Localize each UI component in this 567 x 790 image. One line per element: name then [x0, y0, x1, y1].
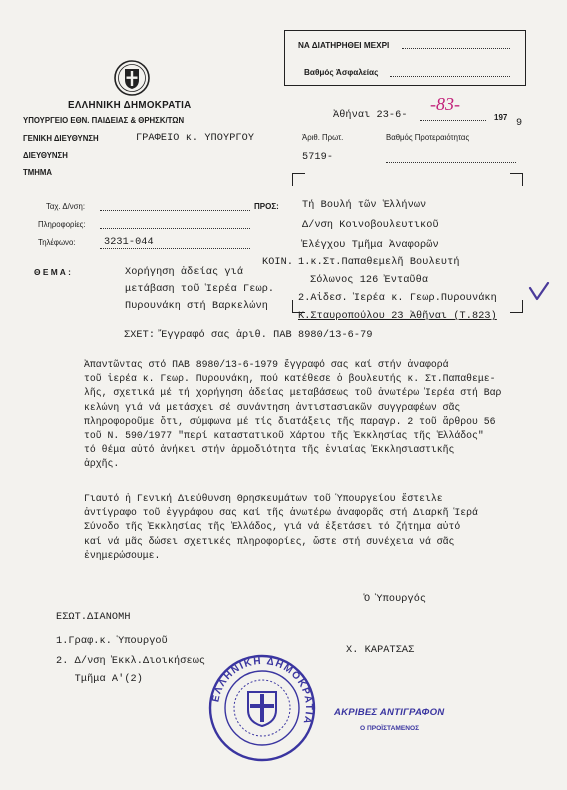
subject-label: Θ Ε Μ Α :	[34, 267, 71, 277]
body-line: κελώνη γιά νά μετάσχει σέ συνάντηση ἀντιστασιακῶν συγγραφέων σᾶς	[84, 401, 461, 413]
security-label: Βαθμός Ἀσφαλείας	[304, 68, 379, 77]
protocol-number: 5719-	[302, 152, 334, 163]
classification-box	[284, 30, 526, 86]
distribution-label: ΕΣΩΤ.ΔΙΑΝΟΜΗ	[56, 612, 131, 623]
subject-line-3: Πυρουνάκη στή Βαρκελώνη	[125, 301, 268, 312]
body-line: τοῦ ἱερέα κ. Γεωρ. Πυρουνάκη, πού κατέθεσε ὁ βουλευτής κ. Στ.Παπαθεμε-	[84, 373, 496, 385]
recipient-line-2: Δ/νση Κοινοβουλευτικοῦ	[302, 220, 439, 231]
ministry-title: ΥΠΟΥΡΓΕΙΟ ΕΘΝ. ΠΑΙΔΕΙΑΣ & ΘΡΗΣΚ/ΤΩΝ	[23, 116, 185, 125]
body-line: πληροφοροῦμε ὅτι, σύμφωνα μέ τίς διατάξεις τῆς παραγρ. 2 τοῦ ἄρθρου 56	[84, 415, 496, 427]
body-line: τοῦ Ν. 590/1977 "περί καταστατικοῦ Χάρτου τῆς Ἐκκλησίας τῆς Ἑλλάδος"	[84, 430, 484, 442]
info-label: Πληροφορίες:	[38, 220, 86, 229]
year-digit: 9	[516, 118, 523, 129]
seal-ring-text: ΕΛΛΗΝΙΚΗ ΔΗΜΟΚΡΑΤΙΑ	[210, 655, 315, 727]
to-label: ΠΡΟΣ:	[254, 202, 279, 211]
signature-name: Χ. ΚΑΡΑΤΣΑΣ	[346, 645, 415, 656]
cc-line-3: 2.Αἰδεσ. Ἱερέα κ. Γεωρ.Πυρουνάκη	[298, 293, 497, 304]
body-line: ἀρχῆς.	[84, 458, 120, 470]
reference-line: ΣΧΕΤ: Ἔγγραφό σας ἀριθ. ΠΑΒ 8980/13-6-79	[124, 330, 373, 341]
cc-label: ΚΟΙΝ.	[262, 257, 294, 268]
closing-minister: Ὁ Ὑπουργός	[364, 594, 427, 605]
official-seal-icon	[206, 652, 318, 764]
certified-copy-stamp: ΑΚΡΙΒΕΣ ΑΝΤΙΓΡΑΦΟΝ	[334, 707, 445, 718]
distribution-line-2: 2. Δ/νση Ἐκκλ.Διοικήσεως	[56, 656, 206, 667]
recipient-line-3: Ἐλέγχου Τμῆμα Ἀναφορῶν	[302, 240, 439, 251]
date-line	[420, 120, 486, 121]
general-directorate-label: ΓΕΝΙΚΗ ΔΙΕΥΘΥΝΣΗ	[23, 134, 99, 143]
distribution-line-3: Τμῆμα Α'(2)	[56, 674, 143, 685]
body-paragraph-2	[84, 492, 478, 563]
year-prefix: 197	[494, 113, 508, 122]
cc-line-4: Κ.Σταυροπούλου 23 Ἀθῆναι (Τ.823)	[298, 311, 497, 322]
body-line: Σύνοδο τῆς Ἐκκλησίας τῆς Ἑλλάδος, γιά νά ἐξετάσει τό ζήτημα αὐτό	[84, 521, 461, 533]
body-line: λῆς, σχετικά μέ τή χορήγηση ἀδείας μεταβάσεως τοῦ ἀνωτέρω Ἱερέα στή Βαρ	[84, 387, 502, 399]
handwritten-number: -83-	[430, 94, 460, 114]
postal-address-label: Ταχ. Δ/νση:	[46, 202, 85, 211]
recipient-bracket-tr	[510, 173, 523, 186]
office-label: ΓΡΑΦΕΙΟ κ. ΥΠΟΥΡΓΟΥ	[136, 133, 255, 144]
body-line: ἀντίγραφο τοῦ ἐγγράφου σας καί τῆς ἀνωτέρω ἀναφορᾶς στή Διαρκῆ Ἱερά	[84, 507, 478, 519]
protocol-no-label: Ἀριθ. Πρωτ.	[302, 133, 344, 142]
phone-label: Τηλέφωνο:	[38, 238, 76, 247]
cc-line-2: Σόλωνος 126 Ἐνταῦθα	[310, 275, 429, 286]
body-line: καί νά μᾶς δώσει σχετικές πληροφορίες, ὥστε στή συνέχεια νά σᾶς	[84, 535, 455, 547]
section-label: ΤΜΗΜΑ	[23, 168, 53, 177]
keep-until-line	[402, 48, 510, 49]
priority-label: Βαθμός Προτεραιότητας	[386, 133, 470, 142]
phone-number: 3231-044	[104, 237, 154, 248]
info-line	[100, 228, 250, 229]
recipient-bracket-br	[510, 300, 523, 313]
body-line: Ἀπαντῶντας στό ΠΑΒ 8980/13-6-1979 ἔγγραφό σας καί στήν ἀναφορά	[84, 359, 449, 370]
priority-line	[386, 162, 516, 163]
recipient-bracket-tl	[292, 173, 305, 186]
phone-line	[100, 248, 250, 249]
check-mark-icon	[528, 282, 550, 302]
body-paragraph-1	[84, 358, 501, 472]
state-title: ΕΛΛΗΝΙΚΗ ΔΗΜΟΚΡΑΤΙΑ	[68, 100, 192, 111]
city-date: Ἀθήναι 23-6-	[333, 110, 408, 121]
subject-line-2: μετάβαση τοῦ Ἱερέα Γεωρ.	[125, 284, 275, 295]
recipient-line-1: Τή Βουλή τῶν Ἑλλήνων	[302, 200, 427, 211]
keep-until-label: ΝΑ ΔΙΑΤΗΡΗΘΕΙ ΜΕΧΡΙ	[298, 41, 390, 50]
body-line: τό θέμα αὐτό ἀνήκει στήν ἁρμοδιότητα τῆς ἑνιαίας Ἐκκλησιαστικῆς	[84, 444, 455, 456]
directorate-label: ΔΙΕΥΘΥΝΣΗ	[23, 151, 68, 160]
body-line: ἐνημερώσουμε.	[84, 549, 161, 561]
head-of-department-stamp: Ο ΠΡΟΪΣΤΑΜΕΝΟΣ	[360, 725, 420, 732]
distribution-line-1: 1.Γραφ.κ. Ὑπουργοῦ	[56, 636, 168, 647]
security-line	[390, 76, 510, 77]
postal-address-line	[100, 210, 250, 211]
body-line: Γιαυτό ἡ Γενική Διεύθυνση Θρησκευμάτων τοῦ Ὑπουργείου ἔστειλε	[84, 493, 443, 504]
coat-of-arms-icon	[113, 58, 151, 98]
subject-line-1: Χορήγηση ἀδείας γιά	[125, 267, 244, 278]
cc-line-1: 1.κ.Στ.Παπαθεμελῆ Βουλευτή	[298, 257, 460, 268]
